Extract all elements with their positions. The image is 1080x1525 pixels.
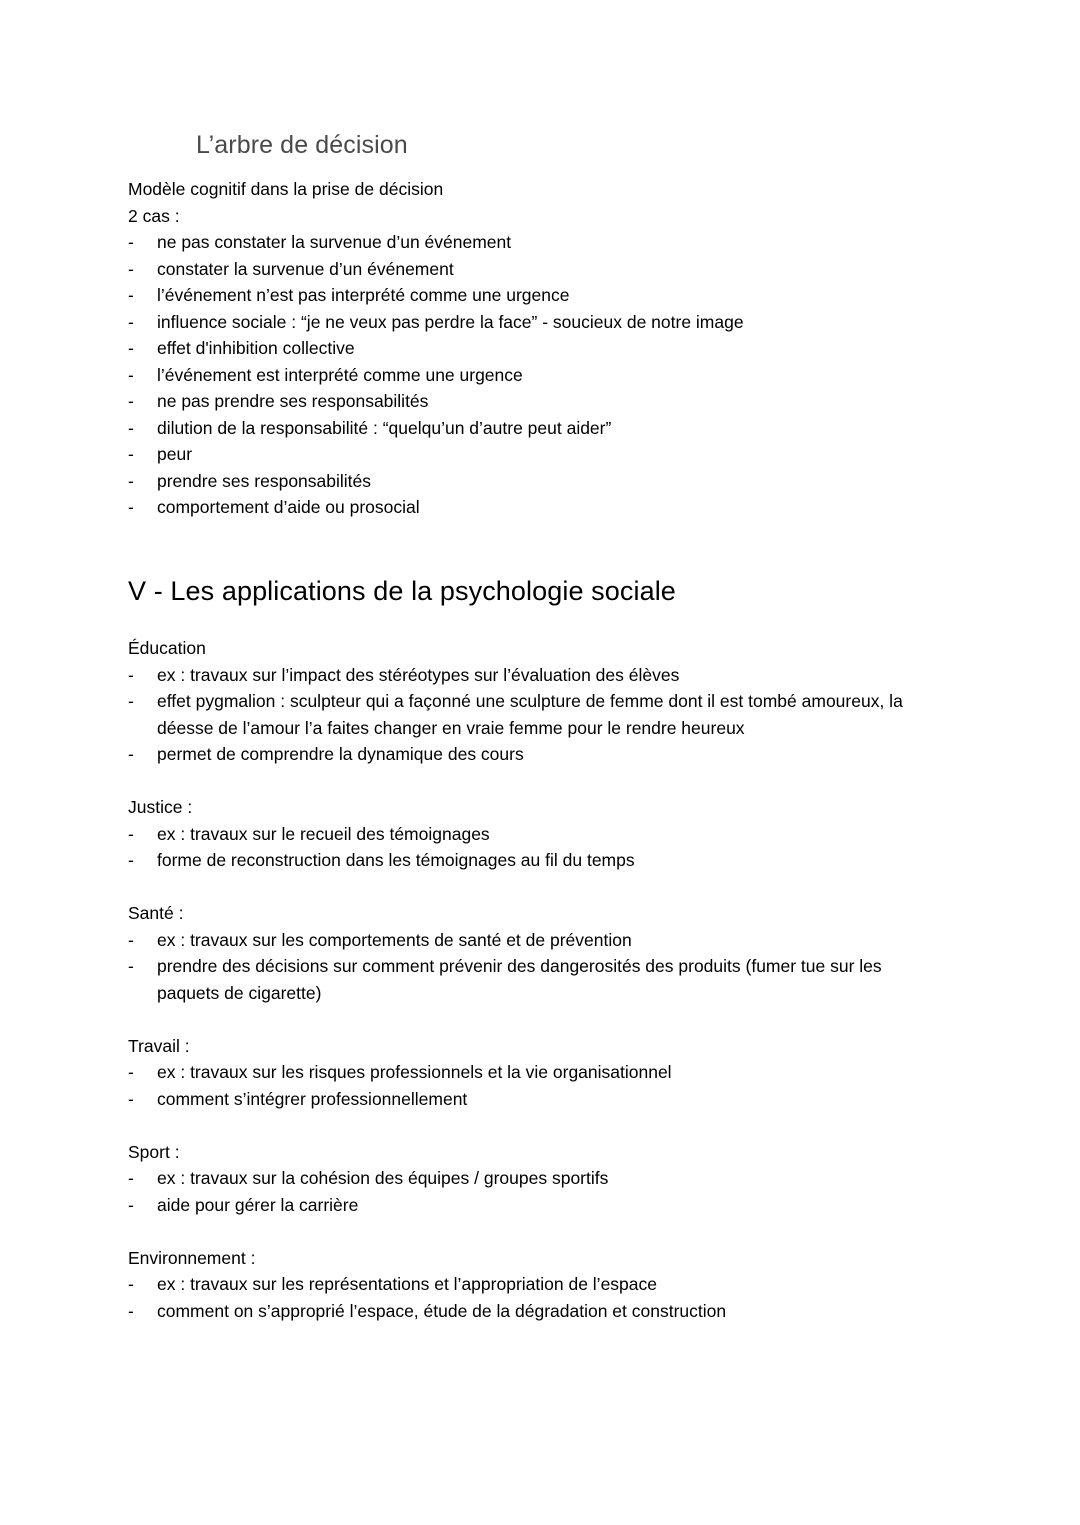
bullet-dash-icon: -: [128, 285, 134, 305]
list-item-label: ne pas prendre ses responsabilités: [157, 391, 429, 411]
group-label-environnement: Environnement :: [128, 1247, 256, 1268]
list-item-label: comment s’intégrer professionnellement: [157, 1088, 468, 1109]
bullet-dash-icon: -: [128, 364, 134, 385]
list-item: [128, 847, 947, 874]
group-spacer: [128, 1112, 950, 1139]
list-item-label: ex : travaux sur les risques professionnels et la vie organisationnel: [157, 1062, 672, 1082]
intro-line-2: 2 cas :: [128, 205, 180, 226]
bullet-dash-icon: -: [128, 391, 134, 411]
list-item: [128, 1059, 947, 1086]
list-item: [128, 662, 947, 689]
list-item-label: l’événement est interprété comme une urgence: [157, 364, 523, 385]
bullet-dash-icon: -: [128, 1194, 134, 1215]
bullet-dash-icon: -: [128, 444, 134, 464]
group-spacer: [128, 768, 950, 795]
list-item-label: prendre ses responsabilités: [157, 470, 372, 491]
list-item: [128, 388, 819, 415]
heading-spacer: [128, 609, 950, 636]
bullet-dash-icon: -: [128, 1088, 134, 1109]
list-item-label: dilution de la responsabilité : “quelqu’un d’autre peut aider”: [157, 417, 612, 438]
bullet-dash-icon: -: [128, 664, 134, 685]
bullet-dash-icon: -: [128, 1274, 134, 1294]
group-label-sante: Santé :: [128, 903, 184, 923]
bullet-dash-icon: -: [128, 744, 134, 764]
list-item-label: permet de comprendre la dynamique des cours: [157, 744, 524, 764]
list-item-label: ex : travaux sur le recueil des témoignages: [157, 823, 490, 844]
bullet-dash-icon: -: [128, 258, 134, 279]
list-item-label: effet pygmalion : sculpteur qui a façonné une sculpture de femme dont il est tombé amoureux, la déesse de l’amour l’a faites changer en vraie femme pour le rendre heureux: [157, 691, 903, 738]
bullet-dash-icon: -: [128, 417, 134, 438]
section-heading-v: V - Les applications de la psychologie sociale: [128, 575, 676, 606]
list-item-label: l’événement n’est pas interprété comme une urgence: [157, 285, 570, 305]
list-item: [128, 335, 819, 362]
bullet-dash-icon: -: [128, 338, 134, 358]
group-spacer: [128, 874, 950, 901]
list-item-label: ne pas constater la survenue d’un événement: [157, 232, 512, 252]
bullet-dash-icon: -: [128, 232, 134, 252]
list-item-label: effet d'inhibition collective: [157, 338, 355, 358]
group-list-justice: [128, 821, 950, 874]
bullet-dash-icon: -: [128, 823, 134, 844]
list-item-label: ex : travaux sur la cohésion des équipes / groupes sportifs: [157, 1168, 609, 1188]
list-item: [128, 688, 947, 741]
group-label-justice: Justice :: [128, 797, 193, 817]
bullet-dash-icon: -: [128, 497, 134, 517]
list-item: [128, 1165, 947, 1192]
list-item: [128, 1086, 947, 1113]
bullet-dash-icon: -: [128, 470, 134, 491]
list-item: [128, 309, 819, 336]
list-item-label: prendre des décisions sur comment prévenir des dangerosités des produits (fumer tue sur les paquets de cigarette): [157, 956, 882, 1003]
list-item: [128, 1298, 947, 1325]
intro-line-1: Modèle cognitif dans la prise de décision: [128, 179, 444, 199]
list-item: [128, 415, 754, 442]
page-title: L’arbre de décision: [196, 131, 408, 159]
list-item-label: comment on s’approprié l’espace, étude de la dégradation et construction: [157, 1300, 727, 1321]
list-item: [128, 441, 754, 468]
list-item-label: ex : travaux sur les représentations et l’appropriation de l’espace: [157, 1274, 657, 1294]
list-item-label: ex : travaux sur l’impact des stéréotypes sur l’évaluation des élèves: [157, 664, 680, 685]
list-item-label: comportement d’aide ou prosocial: [157, 497, 420, 517]
list-item: [128, 953, 947, 1006]
list-item: [128, 362, 883, 389]
bullet-dash-icon: -: [128, 929, 134, 950]
group-label-sport: Sport :: [128, 1141, 180, 1162]
group-list-environnement: [128, 1271, 950, 1324]
list-item: [128, 468, 819, 495]
bullet-dash-icon: -: [128, 956, 134, 976]
bullet-dash-icon: -: [128, 1300, 134, 1321]
bullet-dash-icon: -: [128, 691, 134, 711]
list-item-label: constater la survenue d’un événement: [157, 258, 454, 279]
group-spacer: [128, 1218, 950, 1245]
list-item-label: ex : travaux sur les comportements de santé et de prévention: [157, 929, 632, 950]
group-list-education: [128, 662, 950, 768]
list-item-label: aide pour gérer la carrière: [157, 1194, 359, 1215]
list-item: [128, 494, 754, 521]
group-label-travail: Travail :: [128, 1035, 190, 1056]
list-item-label: influence sociale : “je ne veux pas perdre la face” - soucieux de notre image: [157, 311, 744, 332]
group-spacer: [128, 1006, 950, 1033]
bullet-dash-icon: -: [128, 850, 134, 870]
bullet-dash-icon: -: [128, 1168, 134, 1188]
list-item-label: forme de reconstruction dans les témoignages au fil du temps: [157, 850, 635, 870]
list-item: [128, 282, 883, 309]
section-spacer: [128, 521, 950, 573]
list-item: [128, 229, 947, 256]
group-label-education: Éducation: [128, 638, 206, 658]
bullet-dash-icon: -: [128, 1062, 134, 1082]
list-item: [128, 741, 947, 768]
list-item-label: peur: [157, 444, 193, 464]
bullet-dash-icon: -: [128, 311, 134, 332]
list-item: [128, 256, 947, 283]
group-list-sport: [128, 1165, 950, 1218]
group-list-travail: [128, 1059, 950, 1112]
list-item: [128, 1192, 947, 1219]
list-item: [128, 821, 947, 848]
list-item: [128, 1271, 947, 1298]
group-list-sante: [128, 927, 950, 1007]
decision-tree-list: [128, 229, 950, 521]
list-item: [128, 927, 947, 954]
